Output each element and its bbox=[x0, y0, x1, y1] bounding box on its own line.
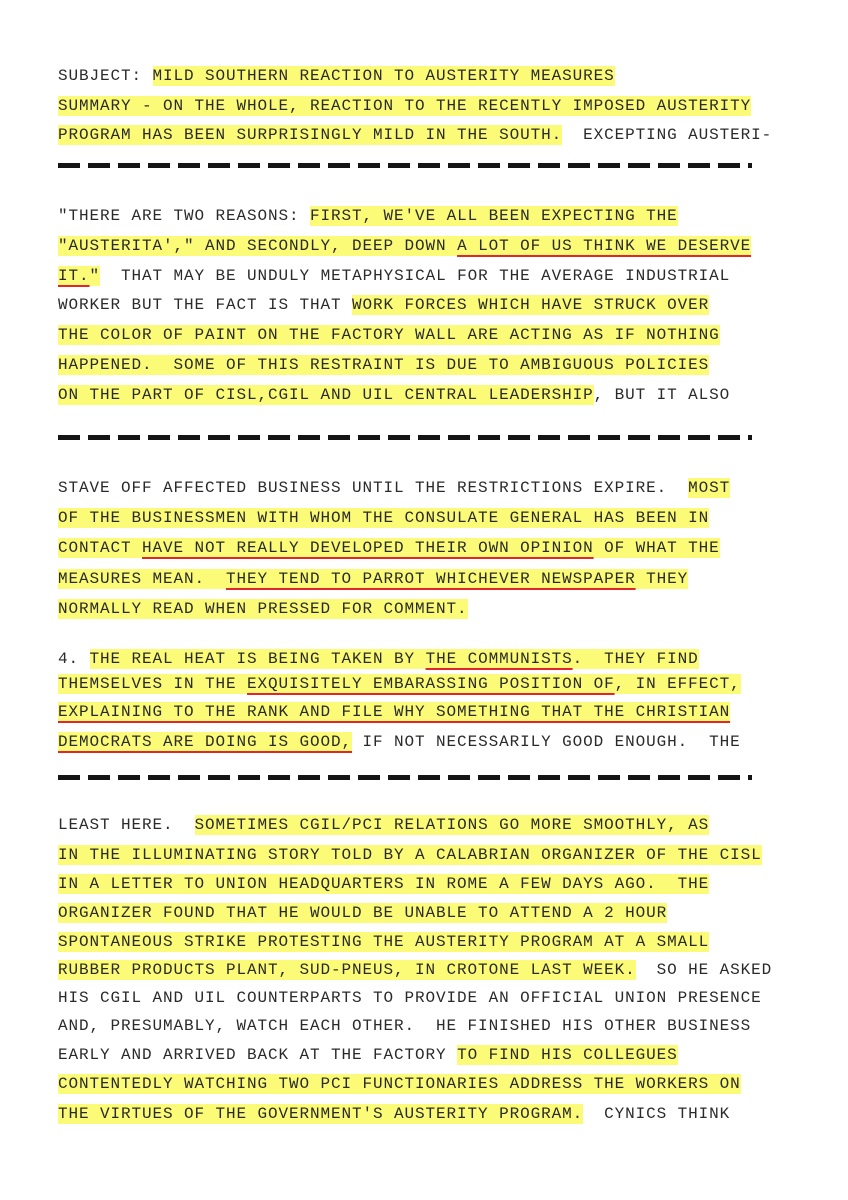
text-line bbox=[58, 987, 762, 1009]
text-line bbox=[58, 477, 730, 499]
text-line bbox=[58, 1044, 678, 1066]
highlighted-text: IN THE ILLUMINATING STORY TOLD BY A CALABRIAN ORGANIZER OF THE CISL bbox=[58, 846, 762, 864]
text-line bbox=[58, 235, 751, 257]
text-line bbox=[58, 65, 615, 87]
highlighted-text: THE REAL HEAT IS BEING TAKEN BY bbox=[89, 650, 426, 668]
highlighted-text: THEY bbox=[635, 570, 689, 588]
text-line bbox=[58, 124, 772, 146]
text-line bbox=[58, 507, 709, 529]
highlighted-text: CONTACT bbox=[58, 539, 143, 557]
text-line bbox=[58, 1073, 741, 1095]
highlighted-underlined-text: DEMOCRATS ARE DOING IS GOOD, bbox=[58, 733, 353, 751]
text-line bbox=[58, 537, 720, 559]
text-line bbox=[58, 902, 667, 924]
highlighted-underlined-text: IT. bbox=[58, 267, 90, 285]
highlighted-underlined-text: EXQUISITELY EMBARASSING POSITION OF bbox=[247, 675, 615, 693]
highlighted-underlined-text: THE COMMUNISTS bbox=[425, 650, 573, 668]
redaction-divider bbox=[58, 775, 752, 780]
highlighted-text: MOST bbox=[688, 479, 731, 497]
text-line bbox=[58, 873, 709, 895]
plain-text: EARLY AND ARRIVED BACK AT THE FACTORY bbox=[58, 1046, 458, 1064]
highlighted-text: , IN EFFECT, bbox=[614, 675, 741, 693]
text-line bbox=[58, 931, 709, 953]
text-line bbox=[58, 384, 730, 406]
plain-text: , BUT IT ALSO bbox=[593, 386, 731, 404]
text-line bbox=[58, 354, 709, 376]
highlighted-text: ON THE PART OF CISL,CGIL AND UIL CENTRAL LEADERSHIP bbox=[58, 386, 594, 404]
highlighted-text: THE VIRTUES OF THE GOVERNMENT'S AUSTERITY PROGRAM. bbox=[58, 1105, 584, 1123]
highlighted-text: MILD SOUTHERN REACTION TO AUSTERITY MEASURES bbox=[152, 67, 615, 85]
highlighted-text: TO FIND HIS COLLEGUES bbox=[457, 1046, 678, 1064]
highlighted-text: ORGANIZER FOUND THAT HE WOULD BE UNABLE TO ATTEND A 2 HOUR bbox=[58, 904, 668, 922]
highlighted-underlined-text: EXPLAINING TO THE RANK AND FILE WHY SOMETHING THAT THE CHRISTIAN bbox=[58, 703, 731, 721]
text-line bbox=[58, 324, 720, 346]
highlighted-text: MEASURES MEAN. bbox=[58, 570, 227, 588]
plain-text: STAVE OFF AFFECTED BUSINESS UNTIL THE RESTRICTIONS EXPIRE. bbox=[58, 479, 689, 497]
text-line bbox=[58, 673, 741, 695]
highlighted-text: CONTENTEDLY WATCHING TWO PCI FUNCTIONARIES ADDRESS THE WORKERS ON bbox=[58, 1075, 741, 1093]
highlighted-text: " bbox=[89, 267, 101, 285]
plain-text: CYNICS THINK bbox=[583, 1105, 731, 1123]
plain-text: AND, PRESUMABLY, WATCH EACH OTHER. HE FINISHED HIS OTHER BUSINESS bbox=[58, 1017, 752, 1035]
plain-text: SO HE ASKED bbox=[635, 961, 773, 979]
text-line bbox=[58, 1103, 730, 1125]
highlighted-underlined-text: THEY TEND TO PARROT WHICHEVER NEWSPAPER bbox=[226, 570, 636, 588]
plain-text: IF NOT NECESSARILY GOOD ENOUGH. THE bbox=[352, 733, 741, 751]
text-line bbox=[58, 95, 751, 117]
plain-text: "THERE ARE TWO REASONS: bbox=[58, 207, 311, 225]
text-line bbox=[58, 205, 678, 227]
text-line bbox=[58, 814, 709, 836]
text-line bbox=[58, 959, 772, 981]
highlighted-text: . THEY FIND bbox=[572, 650, 699, 668]
highlighted-text: NORMALLY READ WHEN PRESSED FOR COMMENT. bbox=[58, 600, 468, 618]
highlighted-text: SUMMARY - ON THE WHOLE, REACTION TO THE RECENTLY IMPOSED AUSTERITY bbox=[58, 97, 752, 115]
text-line bbox=[58, 701, 730, 723]
highlighted-text: HAPPENED. SOME OF THIS RESTRAINT IS DUE TO AMBIGUOUS POLICIES bbox=[58, 356, 710, 374]
plain-text: HIS CGIL AND UIL COUNTERPARTS TO PROVIDE AN OFFICIAL UNION PRESENCE bbox=[58, 989, 762, 1007]
text-line bbox=[58, 294, 709, 316]
plain-text: WORKER BUT THE FACT IS THAT bbox=[58, 296, 353, 314]
highlighted-text: PROGRAM HAS BEEN SURPRISINGLY MILD IN THE SOUTH. bbox=[58, 126, 563, 144]
plain-text: 4. bbox=[58, 650, 90, 668]
plain-text: LEAST HERE. bbox=[58, 816, 195, 834]
highlighted-text: "AUSTERITA'," AND SECONDLY, DEEP DOWN bbox=[58, 237, 458, 255]
highlighted-underlined-text: A LOT OF US THINK WE DESERVE bbox=[457, 237, 752, 255]
highlighted-text: SOMETIMES CGIL/PCI RELATIONS GO MORE SMOOTHLY, AS bbox=[194, 816, 710, 834]
redaction-divider bbox=[58, 163, 752, 168]
text-line bbox=[58, 648, 699, 670]
redaction-divider bbox=[58, 435, 752, 440]
highlighted-text: OF THE BUSINESSMEN WITH WHOM THE CONSULATE GENERAL HAS BEEN IN bbox=[58, 509, 710, 527]
text-line bbox=[58, 1015, 751, 1037]
highlighted-text: THEMSELVES IN THE bbox=[58, 675, 248, 693]
text-line bbox=[58, 844, 762, 866]
plain-text: EXCEPTING AUSTERI- bbox=[562, 126, 773, 144]
highlighted-text: IN A LETTER TO UNION HEADQUARTERS IN ROME A FEW DAYS AGO. THE bbox=[58, 875, 710, 893]
highlighted-underlined-text: HAVE NOT REALLY DEVELOPED THEIR OWN OPINION bbox=[142, 539, 594, 557]
highlighted-text: FIRST, WE'VE ALL BEEN EXPECTING THE bbox=[310, 207, 678, 225]
highlighted-text: SPONTANEOUS STRIKE PROTESTING THE AUSTERITY PROGRAM AT A SMALL bbox=[58, 933, 710, 951]
highlighted-text: WORK FORCES WHICH HAVE STRUCK OVER bbox=[352, 296, 710, 314]
highlighted-text: RUBBER PRODUCTS PLANT, SUD-PNEUS, IN CROTONE LAST WEEK. bbox=[58, 961, 636, 979]
text-line bbox=[58, 568, 688, 590]
text-line bbox=[58, 731, 741, 753]
highlighted-text: OF WHAT THE bbox=[593, 539, 720, 557]
plain-text: SUBJECT: bbox=[58, 67, 153, 85]
text-line bbox=[58, 265, 730, 287]
plain-text: THAT MAY BE UNDULY METAPHYSICAL FOR THE AVERAGE INDUSTRIAL bbox=[100, 267, 731, 285]
text-line bbox=[58, 598, 468, 620]
highlighted-text: THE COLOR OF PAINT ON THE FACTORY WALL ARE ACTING AS IF NOTHING bbox=[58, 326, 720, 344]
